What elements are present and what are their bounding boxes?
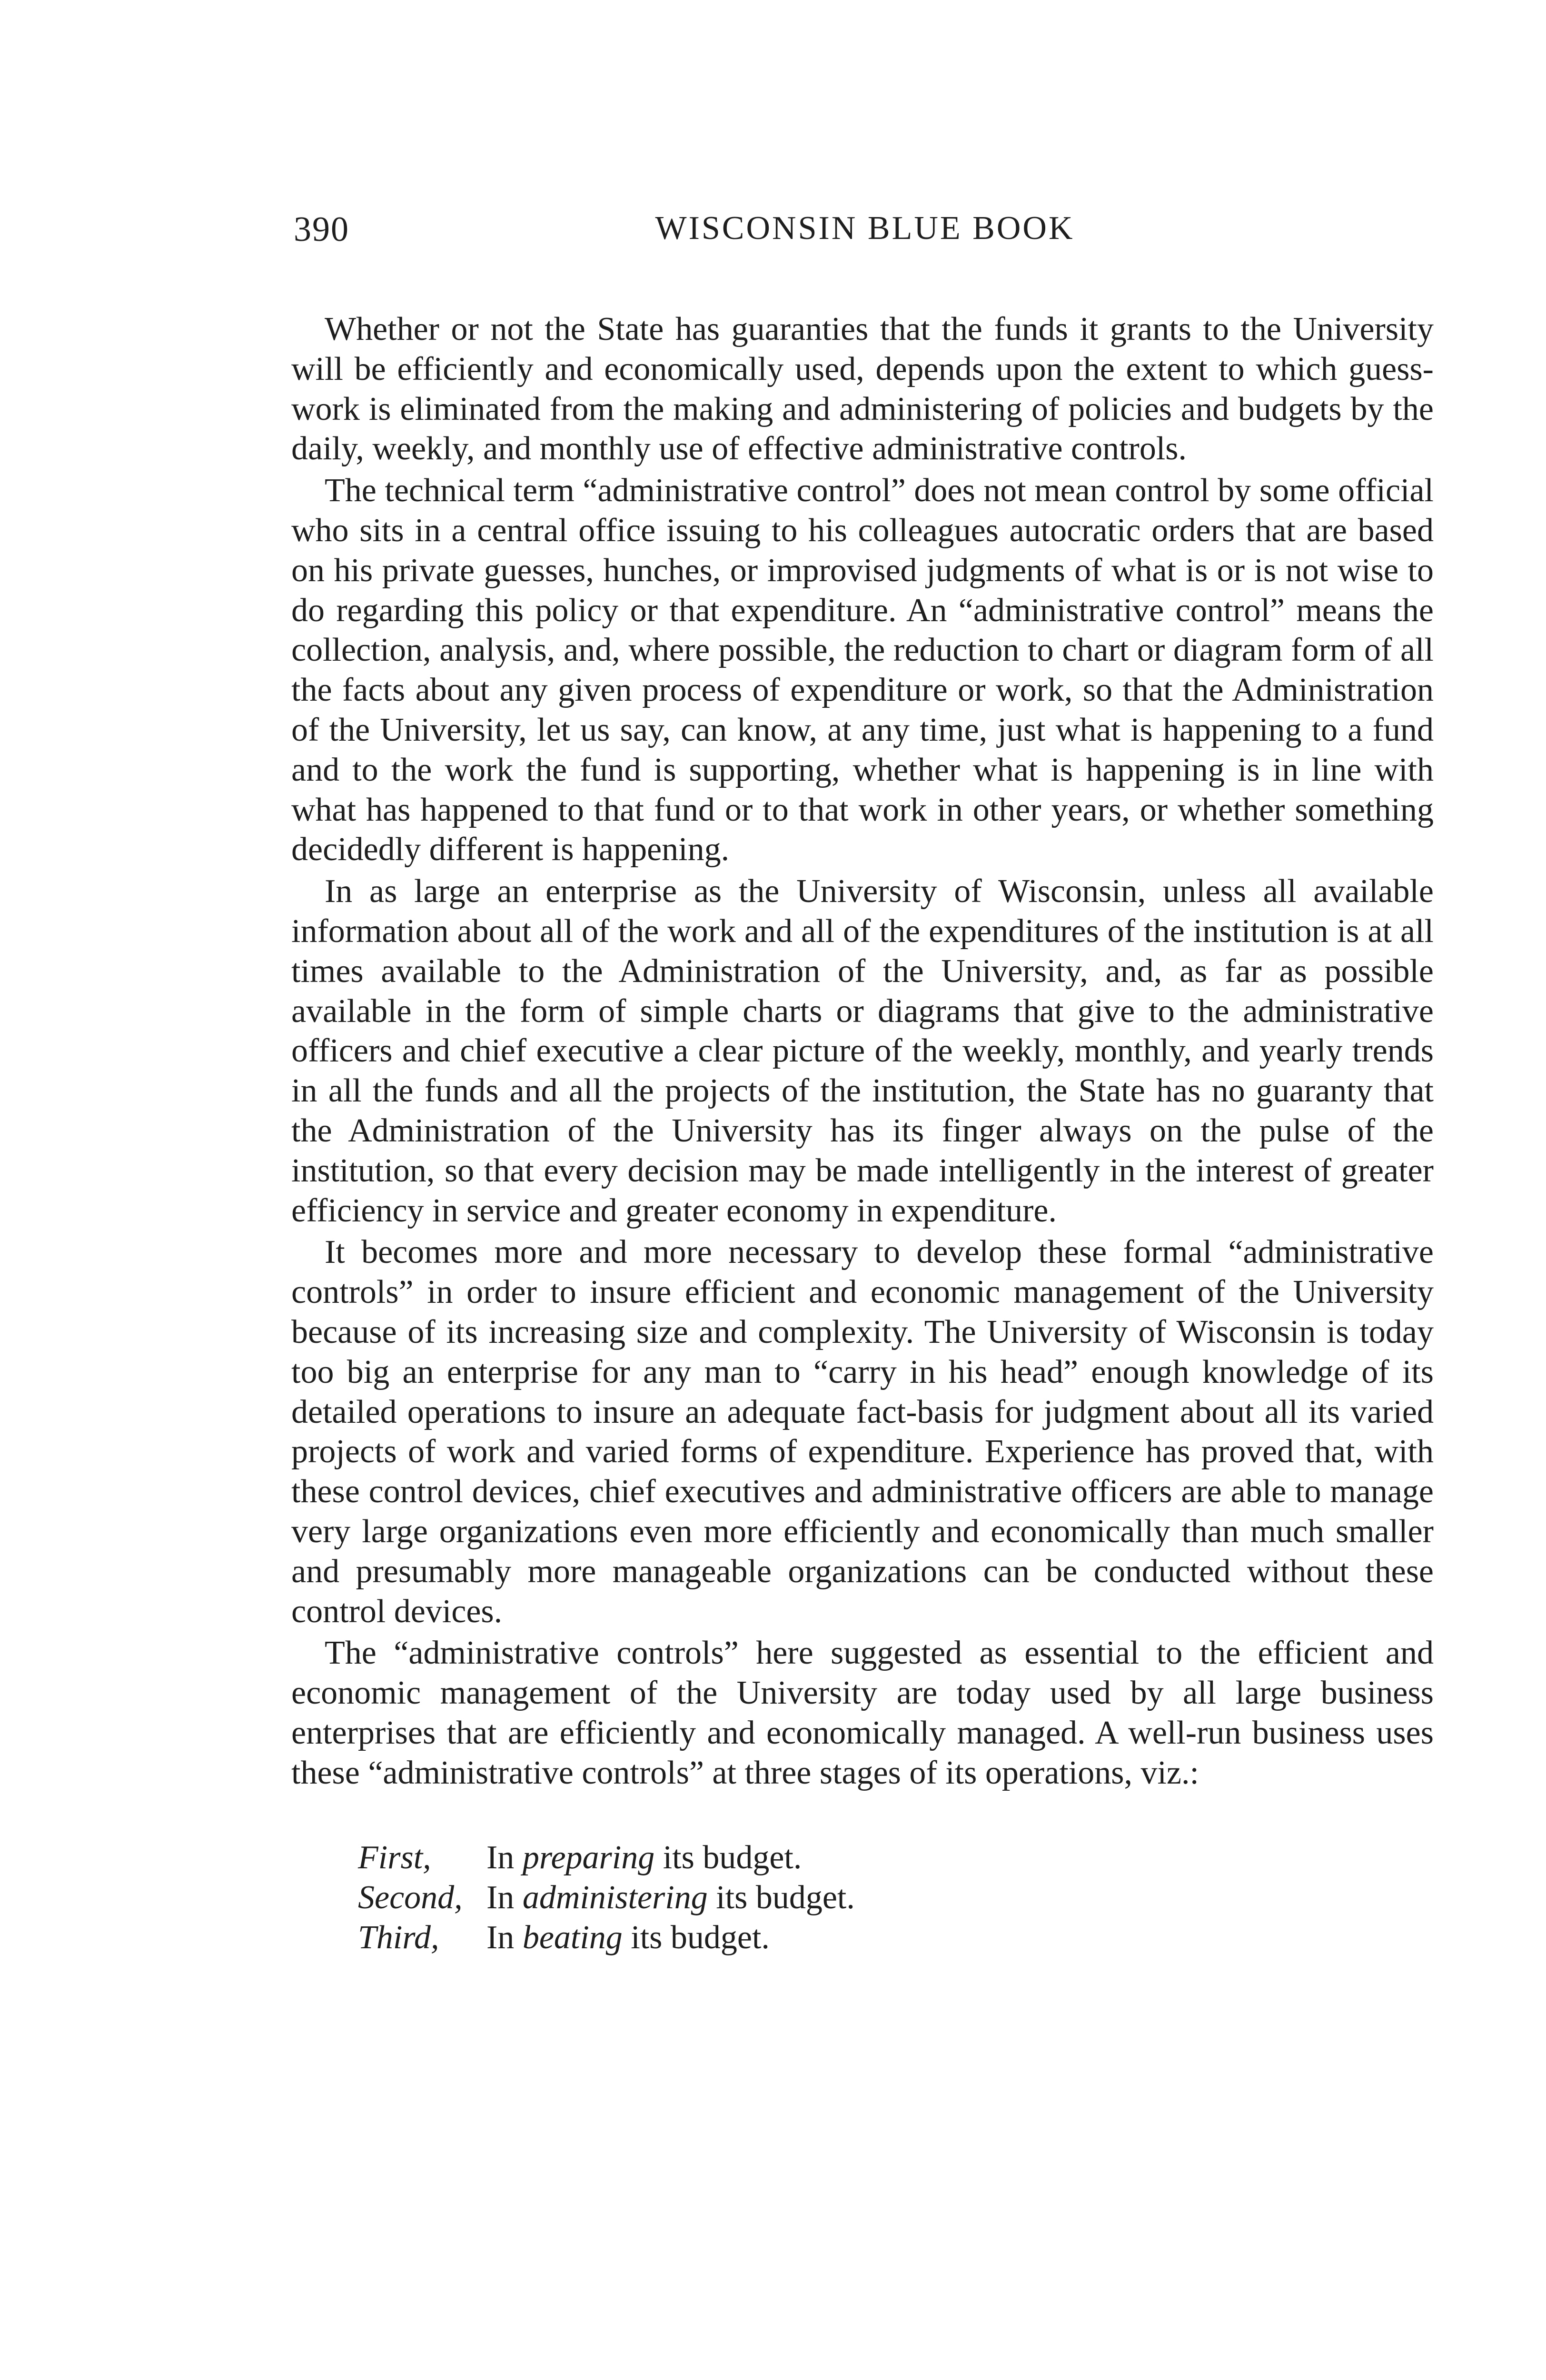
paragraph-large-enterprise: In as large an enterprise as the University of Wisconsin, unless all available information about all of the work and all of the expenditures of the institution is at all times available to the Administration of the University, and, as far as possible available in the form of simple charts or diagrams that give to the administrative officers and chief executive a clear picture of the weekly, monthly, and yearly trends in all the funds and all the projects of the institution, the State has no guaranty that the Administration of the University has its finger always on the pulse of the institution, so that every decision may be made intelligently in the interest of greater efficiency in service and greater economy in expenditure. — [291, 873, 1434, 1229]
stage-item — [358, 1918, 1434, 1958]
page-number: 390 — [294, 210, 349, 249]
stage-prefix: In — [486, 1839, 515, 1876]
stage-ordinal: First, — [358, 1839, 431, 1876]
stage-suffix: its budget. — [631, 1919, 770, 1956]
paragraph-formal-controls: It becomes more and more necessary to develop these formal “administrative controls” in order to insure efficient and economic management of the University because of its increasing size and complexity. The University of Wisconsin is today too big an enterprise for any man to “carry in his head” enough knowledge of its detailed operations to insure an adequate fact-basis for judgment about all its varied projects of work and varied forms of expenditure. Experience has proved that, with these control devices, chief executives and administrative officers are able to manage very large organizations even more efficiently and economically than much smaller and presumably more manageable organizations can be conducted without these control devices. — [291, 1234, 1434, 1630]
stage-ordinal: Second, — [358, 1879, 463, 1916]
budget-stages-list — [291, 1838, 1434, 1957]
stage-action: preparing — [522, 1839, 655, 1876]
stage-text — [486, 1878, 855, 1918]
paragraph-administrative-control-definition: The technical term “administrative control” does not mean control by some official who sits in a central office issuing to his colleagues autocratic orders that are based on his private guesses, hunches, or improvised judgments of what is or is not wise to do regarding this policy or that expenditure. An “administrative control” means the collection, analysis, and, where possible, the reduction to chart or diagram form of all the facts about any given process of expenditure or work, so that the Administration of the University, let us say, can know, at any time, just what is happening to a fund and to the work the fund is supporting, whether what is happening is in line with what has happened to that fund or to that work in other years, or whether something decidedly different is happening. — [291, 472, 1434, 868]
paragraph-funds-guaranty: Whether or not the State has guaranties that the funds it grants to the University will be efficiently and economically used, depends upon the extent to which guess-work is eliminated from the making and administering of policies and budgets by the daily, weekly, and monthly use of effective administrative controls. — [291, 311, 1434, 467]
stage-action: beating — [522, 1919, 623, 1956]
stage-ordinal: Third, — [358, 1919, 439, 1956]
stage-item — [358, 1878, 1434, 1918]
stage-prefix: In — [486, 1919, 515, 1956]
stage-suffix: its budget. — [663, 1839, 802, 1876]
stage-text — [486, 1838, 802, 1878]
body-text — [291, 309, 1434, 1958]
running-head — [294, 209, 1436, 257]
running-title: WISCONSIN BLUE BOOK — [655, 210, 1075, 247]
stage-text — [486, 1918, 770, 1958]
stage-prefix: In — [486, 1879, 515, 1916]
stage-suffix: its budget. — [716, 1879, 855, 1916]
stage-action: administering — [522, 1879, 708, 1916]
paragraph-business-stages: The “administrative controls” here suggested as essential to the efficient and economic management of the University are today used by all large business enterprises that are efficiently and economically managed. A well-run business uses these “administrative controls” at three stages of its operations, viz.: — [291, 1635, 1434, 1791]
stage-item — [358, 1838, 1434, 1878]
